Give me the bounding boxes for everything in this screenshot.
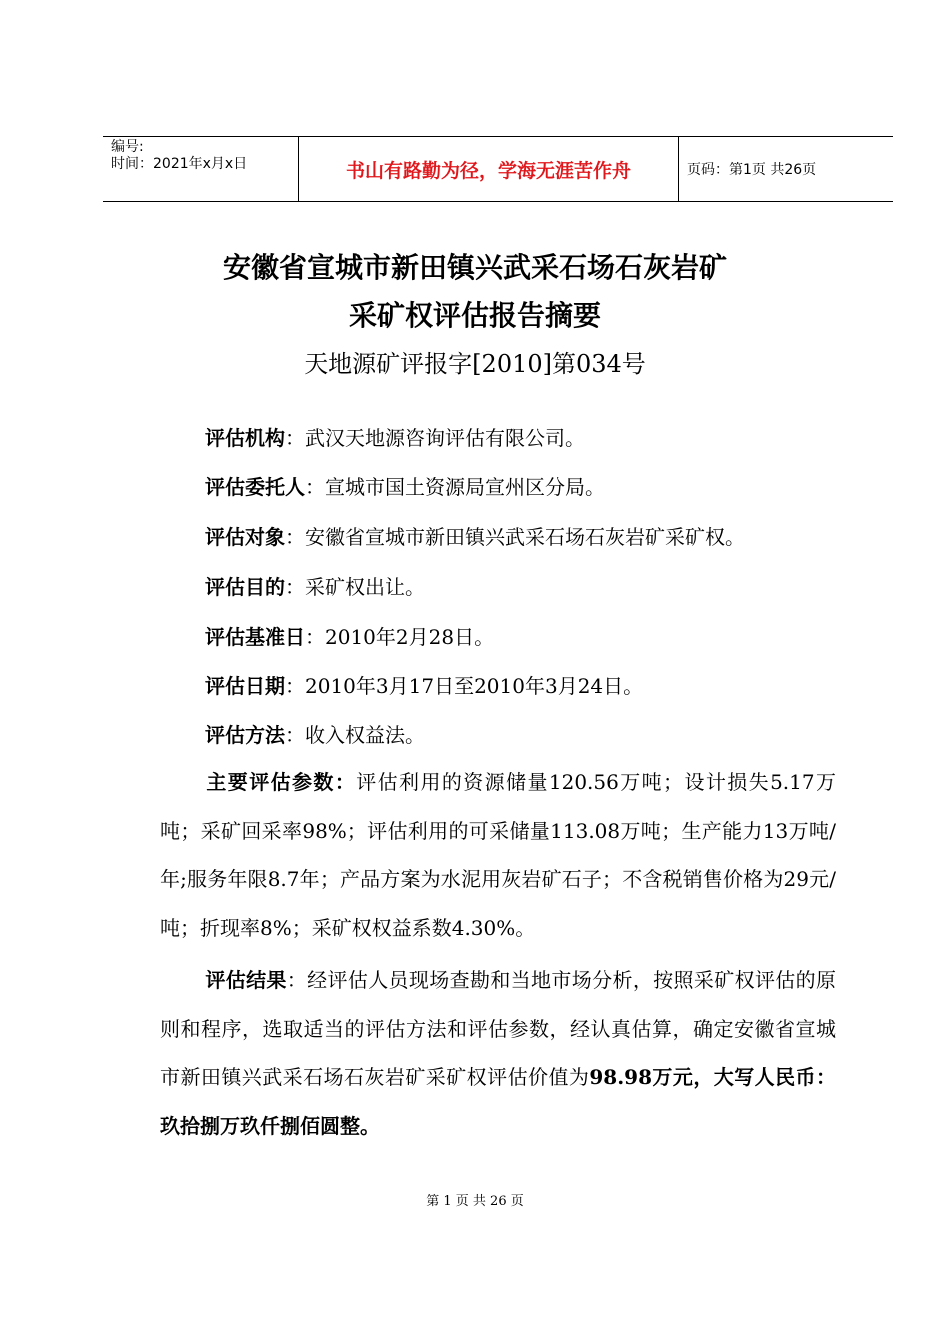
- number-label: 编号:: [111, 139, 144, 155]
- field-institution: [205, 422, 585, 451]
- field-value: ：安徽省宣城市新田镇兴武采石场石灰岩矿采矿权。: [285, 525, 745, 549]
- time-text: 时间：2021年x月x日: [111, 156, 248, 172]
- result-label: 评估结果: [205, 968, 287, 992]
- field-label: 评估方法: [205, 723, 285, 747]
- field-label: 评估对象: [205, 525, 285, 549]
- field-label: 评估日期: [205, 674, 285, 698]
- params-label: 主要评估参数：: [205, 770, 357, 794]
- params-paragraph: [160, 758, 836, 952]
- field-date: [205, 670, 643, 699]
- field-label: 评估基准日: [205, 625, 305, 649]
- params-text: 评估利用的资源储量120.56万吨；设计损失5.17万吨；采矿回采率98%；评估利用的可采储量113.08万吨；生产能力13万吨/年;服务年限8.7年；产品方案为水泥用灰岩矿石子；不含税销售价格为29元/吨；折现率8%；采矿权权益系数4.30%。: [160, 770, 837, 940]
- field-label: 评估委托人: [205, 475, 305, 499]
- header-page-info: 页码：第1页 共26页: [687, 162, 817, 178]
- field-value: ：2010年3月17日至2010年3月24日。: [285, 674, 644, 698]
- field-purpose: [205, 571, 425, 600]
- field-label: 评估机构: [205, 426, 285, 450]
- header-meta: [103, 137, 299, 201]
- page-header: [103, 136, 893, 202]
- report-title-line1: 安徽省宣城市新田镇兴武采石场石灰岩矿: [222, 251, 727, 284]
- page-footer: 第 1 页 共 26 页: [426, 1194, 524, 1209]
- field-value: ：采矿权出让。: [285, 575, 425, 599]
- field-value: ：收入权益法。: [285, 723, 425, 747]
- field-client: [205, 471, 605, 500]
- header-motto: 书山有路勤为径，学海无涯苦作舟: [299, 137, 679, 201]
- field-value: ：2010年2月28日。: [305, 625, 495, 649]
- result-value: 98.98万元，大写人民币：玖拾捌万玖仟捌佰圆整。: [160, 1065, 836, 1138]
- field-value: ：宣城市国土资源局宣州区分局。: [305, 475, 605, 499]
- field-value: ：武汉天地源咨询评估有限公司。: [285, 426, 585, 450]
- field-object: [205, 521, 745, 550]
- result-text: ：经评估人员现场查勘和当地市场分析，按照采矿权评估的原则和程序，选取适当的评估方法和评估参数，经认真估算，确定安徽省宣城市新田镇兴武采石场石灰岩矿采矿权评估价值为: [160, 968, 837, 1089]
- field-label: 评估目的: [205, 575, 285, 599]
- result-paragraph: [160, 956, 836, 1150]
- report-title-line2: 采矿权评估报告摘要: [348, 299, 601, 332]
- field-method: [205, 719, 425, 748]
- field-base-date: [205, 621, 494, 650]
- document-number: 天地源矿评报字[2010]第034号: [304, 350, 646, 378]
